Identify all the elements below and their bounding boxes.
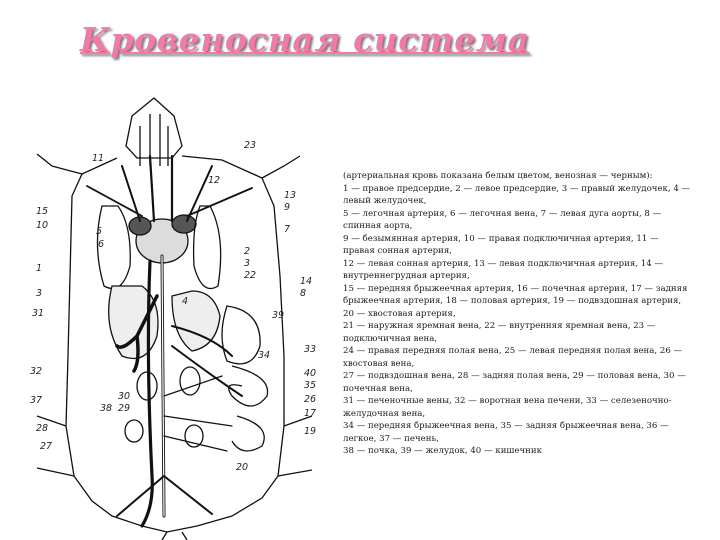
- circulatory-system-diagram: [22, 96, 322, 540]
- svg-text:38: 38: [100, 403, 113, 414]
- kidney-right: [180, 367, 200, 395]
- svg-text:40: 40: [304, 368, 317, 379]
- liver: [109, 286, 158, 359]
- diagram-drawing: [22, 96, 322, 540]
- legend-line: 34 — передняя брыжеечная вена, 35 — задняя брыжеечная вена, 36 — легкое, 37 — печень,: [343, 421, 669, 444]
- lung-right: [194, 206, 221, 289]
- svg-text:30: 30: [118, 391, 131, 402]
- svg-text:5: 5: [96, 226, 103, 237]
- head-outline: [126, 98, 182, 158]
- gonad-left: [125, 420, 143, 442]
- svg-text:20: 20: [236, 462, 249, 473]
- subclavian-vessels: [87, 186, 252, 216]
- svg-text:32: 32: [30, 366, 43, 377]
- svg-text:1: 1: [36, 263, 43, 274]
- svg-text:10: 10: [36, 220, 49, 231]
- svg-text:33: 33: [304, 344, 317, 355]
- svg-text:27: 27: [40, 441, 53, 452]
- intestine: [229, 366, 268, 451]
- legend-line: 12 — левая сонная артерия, 13 — левая подключичная артерия, 14 — внутреннегрудная артерия,: [343, 258, 664, 281]
- legend-line: 5 — легочная артерия, 6 — легочная вена, 7 — левая дуга аорты, 8 — спинная аорта,: [343, 208, 662, 231]
- svg-text:28: 28: [36, 423, 49, 434]
- legend-line: 21 — наружная яремная вена, 22 — внутренняя яремная вена, 23 — подключичная вена,: [343, 321, 656, 344]
- svg-text:17: 17: [304, 408, 317, 419]
- svg-text:3: 3: [244, 258, 251, 269]
- legend-line: 1 — правое предсердие, 2 — левое предсердие, 3 — правый желудочек, 4 — левый желудочек,: [343, 183, 691, 206]
- legend-line: (артериальная кровь показана белым цветом, венозная — черным):: [343, 171, 653, 181]
- legend-line: 15 — передняя брыжеечная артерия, 16 — почечная артерия, 17 — задняя брыжеечная артерия, 18 — половая артерия, 19 — подвздошная артерия, 20 — хвостовая артерия,: [343, 283, 688, 319]
- svg-text:7: 7: [284, 224, 291, 235]
- legend-line: 27 — подвздошная вена, 28 — задняя полая вена, 29 — половая вена, 30 — почечная вена,: [343, 371, 686, 394]
- diagram-legend: [343, 170, 693, 458]
- body-outline: [66, 156, 284, 532]
- svg-text:23: 23: [244, 140, 257, 151]
- svg-text:9: 9: [284, 202, 291, 213]
- svg-text:15: 15: [36, 206, 49, 217]
- legend-line: 9 — безымянная артерия, 10 — правая подключичная артерия, 11 — правая сонная артерия,: [343, 233, 659, 256]
- intestinal-vessels: [164, 376, 232, 451]
- svg-text:35: 35: [304, 380, 317, 391]
- hind-right-limb: [278, 416, 312, 476]
- svg-text:14: 14: [300, 276, 313, 287]
- svg-text:2: 2: [244, 246, 251, 257]
- svg-text:4: 4: [182, 296, 189, 307]
- stomach: [222, 306, 260, 364]
- svg-text:29: 29: [118, 403, 131, 414]
- legend-line: 31 — печеночные вены, 32 — воротная вена печени, 33 — селезеночно-желудочная вена,: [343, 396, 672, 419]
- svg-text:31: 31: [32, 308, 45, 319]
- svg-text:37: 37: [30, 395, 43, 406]
- carotid-arteries: [150, 156, 172, 221]
- front-left-limb: [37, 154, 82, 174]
- svg-text:12: 12: [208, 175, 221, 186]
- legend-line: 24 — правая передняя полая вена, 25 — левая передняя полая вена, 26 — хвостовая вена,: [343, 346, 683, 369]
- svg-text:39: 39: [272, 310, 285, 321]
- left-atrium: [172, 215, 196, 233]
- tail: [162, 532, 187, 540]
- kidney-left: [137, 372, 157, 400]
- svg-text:3: 3: [36, 288, 43, 299]
- legend-line: 38 — почка, 39 — желудок, 40 — кишечник: [343, 446, 543, 456]
- svg-text:26: 26: [304, 394, 317, 405]
- svg-text:22: 22: [244, 270, 257, 281]
- svg-text:11: 11: [92, 153, 105, 164]
- svg-text:34: 34: [258, 350, 271, 361]
- svg-text:6: 6: [98, 239, 105, 250]
- svg-text:19: 19: [304, 426, 317, 437]
- front-right-limb: [262, 156, 300, 178]
- svg-text:13: 13: [284, 190, 297, 201]
- slide-title: Кровеносная система: [80, 20, 530, 59]
- svg-text:8: 8: [300, 288, 307, 299]
